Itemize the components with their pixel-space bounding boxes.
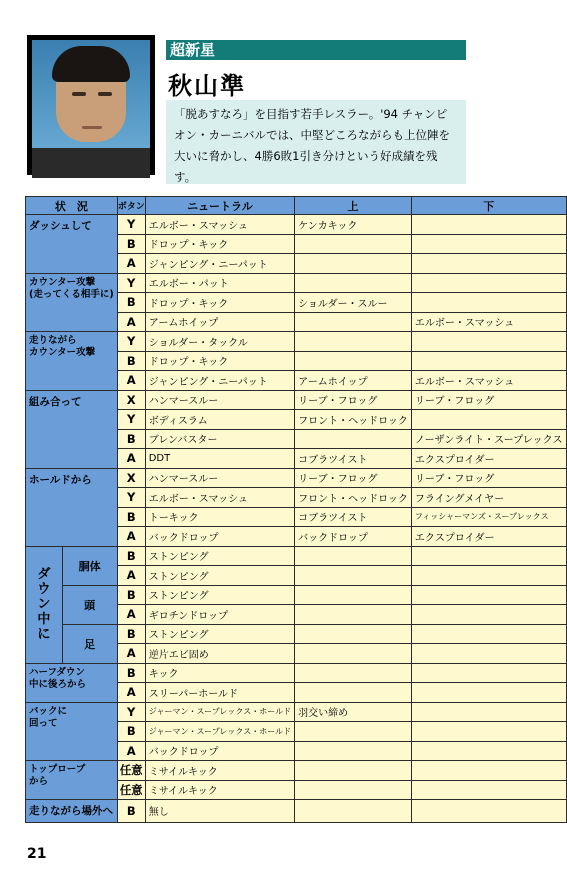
situation-cell <box>26 800 118 823</box>
up-move <box>295 624 412 644</box>
neutral-move: ドロップ・キック <box>145 234 294 254</box>
button-cell: Y <box>117 488 145 508</box>
down-move <box>411 566 566 586</box>
button-cell: A <box>117 566 145 586</box>
down-move: エルボー・スマッシュ <box>411 371 566 391</box>
down-label-char: ン <box>37 597 51 612</box>
button-cell: X <box>117 468 145 488</box>
situation-label: 走りながら <box>29 335 77 346</box>
wrestler-name: 秋山準 <box>168 72 246 100</box>
table-header-row <box>26 197 567 215</box>
up-move: ショルダー・スルー <box>295 293 412 313</box>
button-cell: B <box>117 585 145 605</box>
table-row <box>26 585 567 605</box>
neutral-move: ストンピング <box>145 546 294 566</box>
down-move <box>411 234 566 254</box>
button-cell: X <box>117 390 145 410</box>
situation-cell <box>26 468 118 546</box>
down-move <box>411 644 566 664</box>
neutral-move: DDT <box>145 449 294 469</box>
neutral-move: ミサイルキック <box>145 780 294 800</box>
neutral-move: ジャーマン・スープレックス・ホールド <box>145 722 294 742</box>
up-move <box>295 585 412 605</box>
button-cell: Y <box>117 332 145 352</box>
button-cell: Y <box>117 702 145 722</box>
down-move <box>411 780 566 800</box>
body-part-cell: 足 <box>62 624 117 663</box>
up-move: アームホイップ <box>295 371 412 391</box>
table-row <box>26 624 567 644</box>
down-move: エクスプロイダー <box>411 449 566 469</box>
situation-cell <box>26 273 118 332</box>
up-move: コブラツイスト <box>295 507 412 527</box>
up-move <box>295 644 412 664</box>
button-cell: B <box>117 546 145 566</box>
button-cell: A <box>117 683 145 703</box>
header-down: 下 <box>411 197 566 215</box>
down-move: エルボー・スマッシュ <box>411 312 566 332</box>
situation-label: ダッシュして <box>29 220 92 232</box>
situation-cell <box>26 215 118 274</box>
situation-cell <box>26 761 118 800</box>
neutral-move: ジャンピング・ニーパット <box>145 254 294 274</box>
button-cell: A <box>117 527 145 547</box>
down-move: リーブ・フロッグ <box>411 390 566 410</box>
button-cell: B <box>117 234 145 254</box>
down-move: ノーザンライト・スープレックス <box>411 429 566 449</box>
up-move: ケンカキック <box>295 215 412 235</box>
neutral-move: アームホイップ <box>145 312 294 332</box>
up-move <box>295 761 412 781</box>
down-move <box>411 215 566 235</box>
down-move <box>411 332 566 352</box>
situation-label: 組み合って <box>29 395 82 408</box>
down-move <box>411 585 566 605</box>
situation-label: ハーフダウン <box>29 666 85 678</box>
body-part-cell: 頭 <box>62 585 117 624</box>
up-move: フロント・ヘッドロック <box>295 410 412 430</box>
neutral-move: ジャーマン・スープレックス・ホールド <box>145 702 294 722</box>
button-cell: A <box>117 254 145 274</box>
neutral-move: トーキック <box>145 507 294 527</box>
situation-label: から <box>29 776 49 787</box>
down-move <box>411 293 566 313</box>
down-move <box>411 702 566 722</box>
up-move <box>295 546 412 566</box>
button-cell: B <box>117 800 145 823</box>
table-row <box>26 273 567 293</box>
up-move <box>295 741 412 761</box>
situation-label: 走りながら場外へ <box>29 805 113 817</box>
wrestler-category: 超新星 <box>170 41 216 59</box>
neutral-move: ストンピング <box>145 566 294 586</box>
up-move: コブラツイスト <box>295 449 412 469</box>
up-move <box>295 605 412 625</box>
neutral-move: 逆片エビ固め <box>145 644 294 664</box>
button-cell: B <box>117 351 145 371</box>
button-cell: B <box>117 722 145 742</box>
neutral-move: スリーパーホールド <box>145 683 294 703</box>
up-move: フロント・ヘッドロック <box>295 488 412 508</box>
down-move <box>411 761 566 781</box>
down-move: フィッシャーマンズ・スープレックス <box>411 507 566 527</box>
neutral-move: ストンピング <box>145 585 294 605</box>
up-move <box>295 273 412 293</box>
table-row <box>26 390 567 410</box>
button-cell: A <box>117 605 145 625</box>
up-move <box>295 312 412 332</box>
neutral-move: ストンピング <box>145 624 294 644</box>
neutral-move: ドロップ・キック <box>145 351 294 371</box>
down-move <box>411 683 566 703</box>
up-move: 羽交い締め <box>295 702 412 722</box>
up-move <box>295 780 412 800</box>
neutral-move: エルボー・スマッシュ <box>145 488 294 508</box>
down-move: リーブ・フロッグ <box>411 468 566 488</box>
neutral-move: エルボー・スマッシュ <box>145 215 294 235</box>
neutral-move: バックドロップ <box>145 527 294 547</box>
page-number: 21 <box>27 846 47 862</box>
header-up: 上 <box>295 197 412 215</box>
wrestler-portrait <box>27 35 155 175</box>
table-row <box>26 332 567 352</box>
up-move <box>295 683 412 703</box>
down-move <box>411 722 566 742</box>
neutral-move: ブレンバスター <box>145 429 294 449</box>
neutral-move: ハンマースルー <box>145 390 294 410</box>
button-cell: B <box>117 293 145 313</box>
neutral-move: 無し <box>145 800 294 823</box>
down-label-char: ウ <box>37 582 51 597</box>
neutral-move: ハンマースルー <box>145 468 294 488</box>
situation-cell <box>26 390 118 468</box>
situation-label: トップロープ <box>29 764 86 775</box>
situation-cell <box>26 663 118 702</box>
down-label-cell <box>26 546 63 663</box>
up-move <box>295 429 412 449</box>
button-cell: A <box>117 312 145 332</box>
situation-cell <box>26 332 118 391</box>
down-label-char: ダ <box>37 567 51 582</box>
wrestler-description: 「脱あすなろ」を目指す若手レスラー。'94 チャンピオン・カーニバルでは、中堅どころながらも上位陣を大いに脅かし、4勝6敗1引き分けという好成績を残す。 <box>166 100 466 184</box>
up-move <box>295 351 412 371</box>
up-move <box>295 800 412 823</box>
down-move <box>411 624 566 644</box>
table-row <box>26 800 567 823</box>
table-row <box>26 215 567 235</box>
button-cell: 任意 <box>117 761 145 781</box>
up-move <box>295 663 412 683</box>
up-move: バックドロップ <box>295 527 412 547</box>
button-cell: Y <box>117 273 145 293</box>
down-move <box>411 410 566 430</box>
button-cell: Y <box>117 215 145 235</box>
down-move <box>411 546 566 566</box>
table-row <box>26 702 567 722</box>
header-button: ボタン <box>117 197 145 215</box>
down-move <box>411 273 566 293</box>
up-move <box>295 722 412 742</box>
down-move: フライングメイヤー <box>411 488 566 508</box>
table-row <box>26 663 567 683</box>
up-move <box>295 332 412 352</box>
situation-label: バックに <box>29 705 68 717</box>
neutral-move: ミサイルキック <box>145 761 294 781</box>
down-move <box>411 254 566 274</box>
situation-label: 回って <box>29 717 58 729</box>
button-cell: Y <box>117 410 145 430</box>
button-cell: A <box>117 741 145 761</box>
button-cell: A <box>117 371 145 391</box>
body-part-cell: 胴体 <box>62 546 117 585</box>
table-row <box>26 468 567 488</box>
up-move: リーブ・フロッグ <box>295 390 412 410</box>
down-move <box>411 741 566 761</box>
neutral-move: エルボー・パット <box>145 273 294 293</box>
button-cell: B <box>117 507 145 527</box>
situation-label: カウンター攻撃 <box>29 276 96 288</box>
button-cell: B <box>117 624 145 644</box>
button-cell: B <box>117 663 145 683</box>
down-label-char: に <box>37 627 51 642</box>
neutral-move: ドロップ・キック <box>145 293 294 313</box>
situation-label: ホールドから <box>29 473 92 486</box>
situation-label: (走ってくる相手に) <box>29 288 114 300</box>
situation-label: 中に後ろから <box>29 678 87 690</box>
move-table <box>25 196 567 823</box>
down-move <box>411 605 566 625</box>
header-situation: 状 況 <box>26 197 118 215</box>
neutral-move: ギロチンドロップ <box>145 605 294 625</box>
header-neutral: ニュートラル <box>145 197 294 215</box>
down-move: エクスプロイダー <box>411 527 566 547</box>
up-move: リーブ・フロッグ <box>295 468 412 488</box>
neutral-move: ジャンピング・ニーパット <box>145 371 294 391</box>
neutral-move: ボディスラム <box>145 410 294 430</box>
neutral-move: ショルダー・タックル <box>145 332 294 352</box>
table-row <box>26 761 567 781</box>
up-move <box>295 234 412 254</box>
situation-label: カウンター攻撃 <box>29 347 96 358</box>
situation-cell <box>26 702 118 761</box>
button-cell: A <box>117 449 145 469</box>
down-label-char: 中 <box>37 612 51 627</box>
neutral-move: キック <box>145 663 294 683</box>
up-move <box>295 566 412 586</box>
neutral-move: バックドロップ <box>145 741 294 761</box>
button-cell: B <box>117 429 145 449</box>
up-move <box>295 254 412 274</box>
button-cell: A <box>117 644 145 664</box>
down-move <box>411 351 566 371</box>
down-move <box>411 800 566 823</box>
table-row <box>26 546 567 566</box>
button-cell: 任意 <box>117 780 145 800</box>
down-move <box>411 663 566 683</box>
